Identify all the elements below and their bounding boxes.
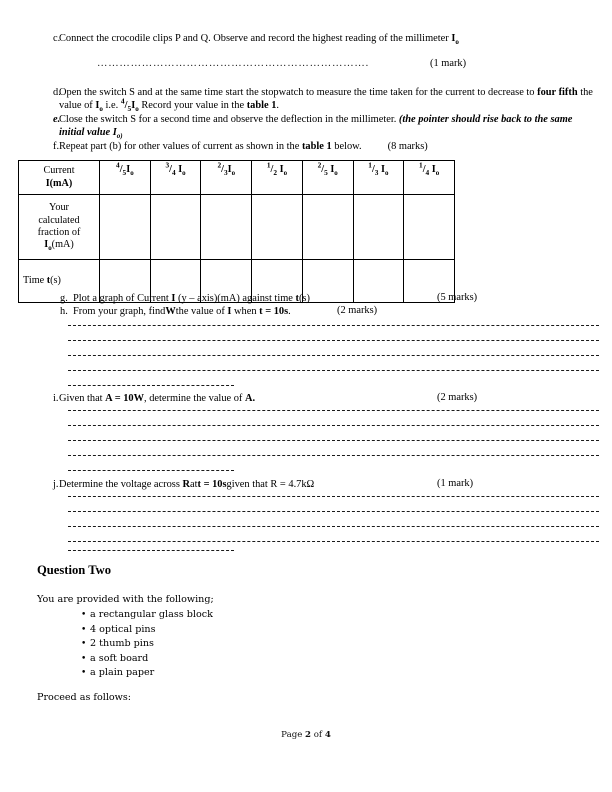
question-item-h xyxy=(50,305,600,318)
item-c-marks: (1 mark) xyxy=(430,58,467,69)
list-item xyxy=(37,623,213,638)
answer-line[interactable] xyxy=(68,526,599,528)
item-d-bold-b: table 1 xyxy=(246,100,277,112)
colhead-7-den: 4 xyxy=(425,168,430,178)
bullet-icon: • xyxy=(81,668,87,679)
item-i-row xyxy=(40,392,600,405)
colhead-6-sym: I xyxy=(381,164,385,175)
item-g-text-c: (s) xyxy=(298,293,310,304)
rowhead-current-line2: I(mA) xyxy=(45,177,73,189)
table-cell[interactable] xyxy=(150,195,201,260)
item-j-body xyxy=(59,478,600,491)
item-d-bold-a: four fifth xyxy=(537,87,578,98)
item-g-bold-b: t xyxy=(295,293,299,304)
question-item-c xyxy=(40,32,600,45)
item-d-sym1-sub: o xyxy=(99,105,103,114)
bullet-icon: • xyxy=(81,653,87,664)
item-g-bold-a: I xyxy=(171,293,176,304)
page-footer xyxy=(0,730,612,740)
rowhead-calc-line2: calculated xyxy=(38,214,80,226)
colhead-4-sub: o xyxy=(283,170,288,178)
answer-line[interactable] xyxy=(68,496,599,498)
item-j-marker: j. xyxy=(53,479,59,490)
item-c-answer-leader[interactable]: ………………………………………………………………. xyxy=(97,58,369,69)
answer-line[interactable] xyxy=(68,385,234,387)
item-g-marks: (5 marks) xyxy=(437,292,478,303)
item-h-bold-c: t = 10s xyxy=(259,306,289,317)
item-d-body xyxy=(59,86,600,112)
answer-line[interactable] xyxy=(68,455,599,457)
item-d-text-e: . xyxy=(276,100,280,112)
question-item-g xyxy=(50,292,600,305)
answer-line[interactable] xyxy=(68,550,234,552)
list-item-label: a soft board xyxy=(90,652,149,664)
rowhead-calc-line1: Your xyxy=(49,202,69,214)
colhead-5-den: 5 xyxy=(324,168,328,178)
list-item xyxy=(37,608,213,623)
colhead-4-sym: I xyxy=(279,164,284,175)
colhead-1-sym: I xyxy=(126,164,131,175)
item-i-bold-a: A = 10W xyxy=(105,393,144,404)
item-j-bold-b: t = 10s xyxy=(197,479,227,490)
item-d-fraction: $^4/_5I_o$ xyxy=(120,96,139,114)
item-j-bold-a: R xyxy=(182,479,191,490)
colhead-7-num: 1 xyxy=(419,160,423,170)
colhead-3-sub: o xyxy=(231,170,236,178)
colhead-2-sub: o xyxy=(182,170,186,178)
colhead-7-sym: I xyxy=(431,164,436,175)
table-cell[interactable] xyxy=(252,195,303,260)
colhead-2-num: 3 xyxy=(165,160,170,170)
item-d-marker: d. xyxy=(53,87,61,98)
table-cell[interactable] xyxy=(201,195,252,260)
rowhead-calc-unit: (mA) xyxy=(51,239,74,251)
colhead-5-sym: I xyxy=(330,164,335,175)
answer-line[interactable] xyxy=(68,511,599,513)
colhead-3-den: 3 xyxy=(223,168,228,178)
colhead-1-den: 5 xyxy=(122,168,127,178)
item-e-emph-sub: o) xyxy=(116,132,123,141)
answer-line[interactable] xyxy=(68,340,599,342)
item-c-text: Connect the crocodile clips P and Q. Observe and record the highest reading of the millimeter xyxy=(59,33,452,44)
item-h-row xyxy=(50,305,600,318)
answer-line[interactable] xyxy=(68,440,599,442)
measurements-table xyxy=(18,160,455,303)
list-item-label: 2 thumb pins xyxy=(90,638,154,650)
colhead-1-sub: o xyxy=(130,170,134,178)
answer-line[interactable] xyxy=(68,410,599,412)
table-cell[interactable] xyxy=(353,195,404,260)
item-d-sym1: I xyxy=(95,100,100,112)
item-f-row xyxy=(40,140,600,153)
item-g-marker: g. xyxy=(60,293,68,304)
colhead-2-den: 4 xyxy=(171,168,176,178)
question-item-e xyxy=(40,113,600,139)
item-f-text-a: Repeat part (b) for other values of current as shown in the xyxy=(59,141,302,152)
table-colhead-4: $^1/_2$ $I_o$ xyxy=(252,161,303,195)
item-d-text-b: the value of xyxy=(59,87,593,112)
item-e-emph-a: (the pointer should rise back to the same initial value I xyxy=(59,114,573,139)
footer-prefix: Page xyxy=(281,730,306,740)
table-colhead-1: $^4/_5I_o$ xyxy=(100,161,151,195)
table-cell[interactable] xyxy=(100,195,151,260)
item-e-body xyxy=(59,113,600,139)
answer-line[interactable] xyxy=(68,425,599,427)
table-colhead-3: $^2/_3I_o$ xyxy=(201,161,252,195)
item-g-text-b: (y – axis)(mA) against time xyxy=(175,293,296,304)
list-item-label: 4 optical pins xyxy=(90,623,156,635)
item-f-body xyxy=(59,140,600,153)
item-j-text-a: Determine the voltage across xyxy=(59,479,183,490)
item-i-marks: (2 marks) xyxy=(437,392,478,403)
colhead-2-sym: I xyxy=(178,164,183,175)
item-i-text-a: Given that xyxy=(59,393,106,404)
table-row xyxy=(19,195,455,260)
item-c-symbol-sub: o xyxy=(455,38,459,47)
answer-line[interactable] xyxy=(68,325,599,327)
provided-items-list xyxy=(37,608,213,681)
item-d-frac-num: 4 xyxy=(120,96,125,106)
answer-line[interactable] xyxy=(68,470,234,472)
list-item xyxy=(37,652,213,667)
question-two-intro: You are provided with the following; xyxy=(37,594,214,605)
list-item xyxy=(37,637,213,652)
item-e-row xyxy=(40,113,600,139)
colhead-7-sub: o xyxy=(435,170,440,178)
colhead-3-sym: I xyxy=(227,164,232,175)
item-h-bold-b: I xyxy=(227,306,232,317)
item-d-row xyxy=(40,86,600,112)
proceed-as-follows-text: Proceed as follows: xyxy=(37,692,132,703)
item-h-text-b: the value of xyxy=(175,306,228,317)
item-h-text-c: when xyxy=(231,306,260,317)
table-colhead-6: $^1/_3$ $I_o$ xyxy=(353,161,404,195)
item-f-marks: (8 marks) xyxy=(387,141,428,152)
table-colhead-2: $^3/_4$ $I_o$ xyxy=(150,161,201,195)
item-d-frac-den: 5 xyxy=(127,104,132,114)
item-g-body xyxy=(69,292,600,305)
bullet-icon: • xyxy=(81,610,87,620)
item-i-marker: i. xyxy=(53,393,59,404)
item-h-body xyxy=(69,305,600,318)
footer-middle: of xyxy=(311,730,325,740)
answer-line[interactable] xyxy=(68,355,599,357)
item-c-symbol: I xyxy=(451,33,456,44)
table-cell[interactable] xyxy=(404,195,455,260)
item-e-marker: e. xyxy=(53,114,61,125)
list-item-label: a rectangular glass block xyxy=(90,609,213,620)
item-f-text-b: below. xyxy=(331,141,362,152)
rowhead-calc-line3: fraction of xyxy=(37,227,81,238)
item-h-marker: h. xyxy=(60,306,68,317)
colhead-6-num: 1 xyxy=(368,160,372,170)
bullet-icon: • xyxy=(81,639,87,650)
rowhead-calc-sym: I xyxy=(44,239,49,251)
rowhead-calc-sym-sub: o xyxy=(48,245,52,253)
item-h-bold-a: W xyxy=(165,306,176,317)
table-rowhead-calculated xyxy=(19,195,100,260)
item-d-text-d: Record your value in the xyxy=(138,100,247,112)
item-i-body xyxy=(59,392,600,405)
rowhead-time-sym: t xyxy=(46,274,51,286)
answer-line[interactable] xyxy=(68,541,599,543)
item-c-body xyxy=(59,32,600,45)
colhead-5-num: 2 xyxy=(317,160,322,170)
table-colhead-7: $^1/_4$ $I_o$ xyxy=(404,161,455,195)
question-item-d xyxy=(40,86,600,112)
item-d-frac-sym: I xyxy=(131,100,136,112)
table-rowhead-current xyxy=(19,161,100,195)
list-item xyxy=(37,666,213,681)
colhead-5-sub: o xyxy=(334,170,338,178)
bullet-icon: • xyxy=(81,624,87,635)
colhead-4-num: 1 xyxy=(266,160,271,170)
table-row xyxy=(19,161,455,195)
item-j-row xyxy=(40,478,600,491)
item-c-row xyxy=(40,32,600,45)
answer-line[interactable] xyxy=(68,370,599,372)
question-item-i xyxy=(40,392,600,405)
item-j-text-c: given that R = 4.7kΩ xyxy=(226,479,315,490)
item-d-text-a: Open the switch S and at the same time start the stopwatch to measure the time taken for the current to decrease to xyxy=(59,87,538,98)
item-i-bold-b: A. xyxy=(244,393,256,404)
question-two-title: Question Two xyxy=(37,563,112,577)
item-j-marks: (1 mark) xyxy=(437,478,474,489)
item-f-marker: f. xyxy=(53,141,60,152)
item-e-text-a: Close the switch S for a second time and observe the deflection in the millimeter. xyxy=(59,114,399,125)
colhead-6-sub: o xyxy=(384,170,389,178)
item-h-text-a: From your graph, find xyxy=(73,306,166,317)
item-g-text-a: Plot a graph of Current xyxy=(73,293,172,304)
colhead-4-den: 2 xyxy=(273,168,278,178)
question-item-j xyxy=(40,478,600,491)
item-h-text-d: . xyxy=(288,306,291,317)
colhead-3-num: 2 xyxy=(217,160,222,170)
question-item-f xyxy=(40,140,600,153)
rowhead-time-unit: (s) xyxy=(50,274,61,286)
item-i-text-b: , determine the value of xyxy=(144,393,245,404)
rowhead-time-text: Time xyxy=(23,274,47,286)
item-f-bold-a: table 1 xyxy=(301,141,332,152)
list-item-label: a plain paper xyxy=(90,667,155,679)
item-h-marks: (2 marks) xyxy=(337,305,378,316)
colhead-1-num: 4 xyxy=(116,160,120,170)
table-colhead-5: $^2/_5$ $I_o$ xyxy=(302,161,353,195)
item-d-frac-sym-sub: o xyxy=(135,105,139,114)
item-j-text-b: at xyxy=(190,479,198,490)
table-cell[interactable] xyxy=(302,195,353,260)
footer-total-pages: 4 xyxy=(324,730,331,740)
footer-page-number: 2 xyxy=(305,730,311,740)
rowhead-current-line1: Current xyxy=(43,165,75,177)
item-c-marker: c. xyxy=(53,33,61,44)
item-d-text-c: i.e. xyxy=(102,100,121,112)
item-g-row xyxy=(50,292,600,305)
colhead-6-den: 3 xyxy=(374,168,379,178)
